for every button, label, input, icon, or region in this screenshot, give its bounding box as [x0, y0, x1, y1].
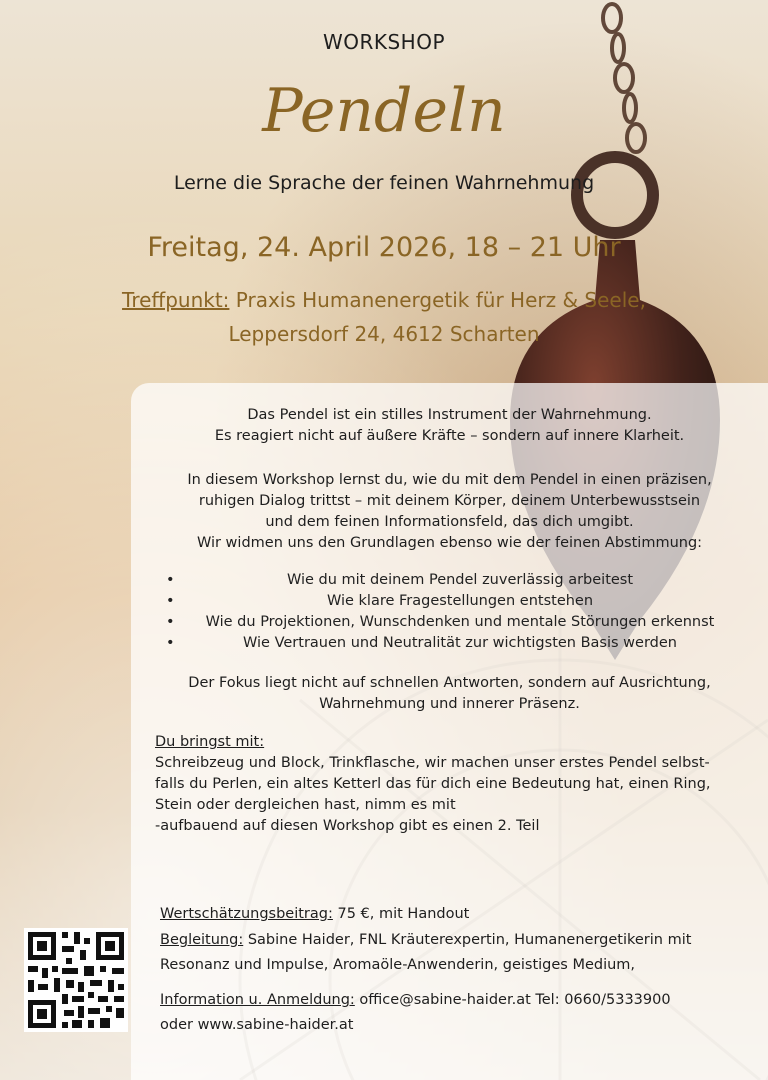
bring-line: falls du Perlen, ein altes Ketterl das für dich eine Bedeutung hat, einen Ring,	[155, 776, 711, 792]
focus-line: Der Fokus liegt nicht auf schnellen Antworten, sondern auf Ausrichtung,	[188, 675, 711, 691]
meeting-place: Praxis Humanenergetik für Herz & Seele,	[229, 288, 646, 312]
focus-paragraph	[131, 673, 768, 715]
intro-line: In diesem Workshop lernst du, wie du mit dem Pendel in einen präzisen,	[187, 472, 712, 488]
subtitle: Lerne die Sprache der feinen Wahrnehmung	[173, 172, 595, 194]
contact-line	[160, 988, 760, 1012]
qr-code-icon[interactable]	[24, 928, 128, 1032]
bring-line: -aufbauend auf diesen Workshop gibt es einen 2. Teil	[155, 818, 540, 834]
contact-line-2: oder www.sabine-haider.at	[160, 1017, 354, 1033]
topic-list	[150, 570, 750, 654]
intro-line: Das Pendel ist ein stilles Instrument der Wahrnehmung.	[247, 407, 652, 423]
list-item: • Wie du Projektionen, Wunschdenken und mentale Störungen erkennst	[150, 612, 750, 633]
bring-line: Stein oder dergleichen hast, nimm es mit	[155, 797, 456, 813]
contact-value: office@sabine-haider.at Tel: 0660/5333900	[354, 992, 671, 1008]
list-item: • Wie Vertrauen und Neutralität zur wichtigsten Basis werden	[150, 633, 750, 654]
guide-value: Sabine Haider, FNL Kräuterexpertin, Humanenergetikerin mit	[243, 932, 692, 948]
price-value: 75 €, mit Handout	[332, 906, 470, 922]
bring-label: Du bringst mit:	[155, 734, 265, 750]
intro-line: Wir widmen uns den Grundlagen ebenso wie der feinen Abstimmung:	[196, 535, 703, 551]
workshop-kicker: WORKSHOP	[322, 30, 446, 54]
guide-line-2: Resonanz und Impulse, Aromaöle-Anwenderin, geistiges Medium,	[160, 957, 636, 973]
intro-line: Es reagiert nicht auf äußere Kräfte – sondern auf innere Klarheit.	[214, 428, 685, 444]
focus-line: Wahrnehmung und innerer Präsenz.	[319, 696, 580, 712]
price-label: Wertschätzungsbeitrag:	[160, 906, 333, 922]
meeting-point	[0, 288, 768, 312]
bring-section	[155, 732, 755, 837]
meeting-label: Treffpunkt:	[122, 288, 230, 312]
intro-paragraph-2	[131, 470, 768, 554]
bring-line: Schreibzeug und Block, Trinkflasche, wir machen unser erstes Pendel selbst-	[155, 755, 710, 771]
intro-paragraph-1	[131, 405, 768, 447]
list-item: • Wie du mit deinem Pendel zuverlässig arbeitest	[150, 570, 750, 591]
page-title: Pendeln	[262, 76, 506, 146]
contact-label: Information u. Anmeldung:	[160, 992, 355, 1008]
price-line	[160, 902, 760, 926]
guide-line	[160, 928, 760, 952]
list-item: • Wie klare Fragestellungen entstehen	[150, 591, 750, 612]
event-date: Freitag, 24. April 2026, 18 – 21 Uhr	[147, 232, 621, 263]
intro-line: und dem feinen Informationsfeld, das dich umgibt.	[265, 514, 634, 530]
guide-label: Begleitung:	[160, 932, 244, 948]
intro-line: ruhigen Dialog trittst – mit deinem Körper, deinem Unterbewusstsein	[198, 493, 701, 509]
meeting-address: Leppersdorf 24, 4612 Scharten	[228, 322, 540, 346]
